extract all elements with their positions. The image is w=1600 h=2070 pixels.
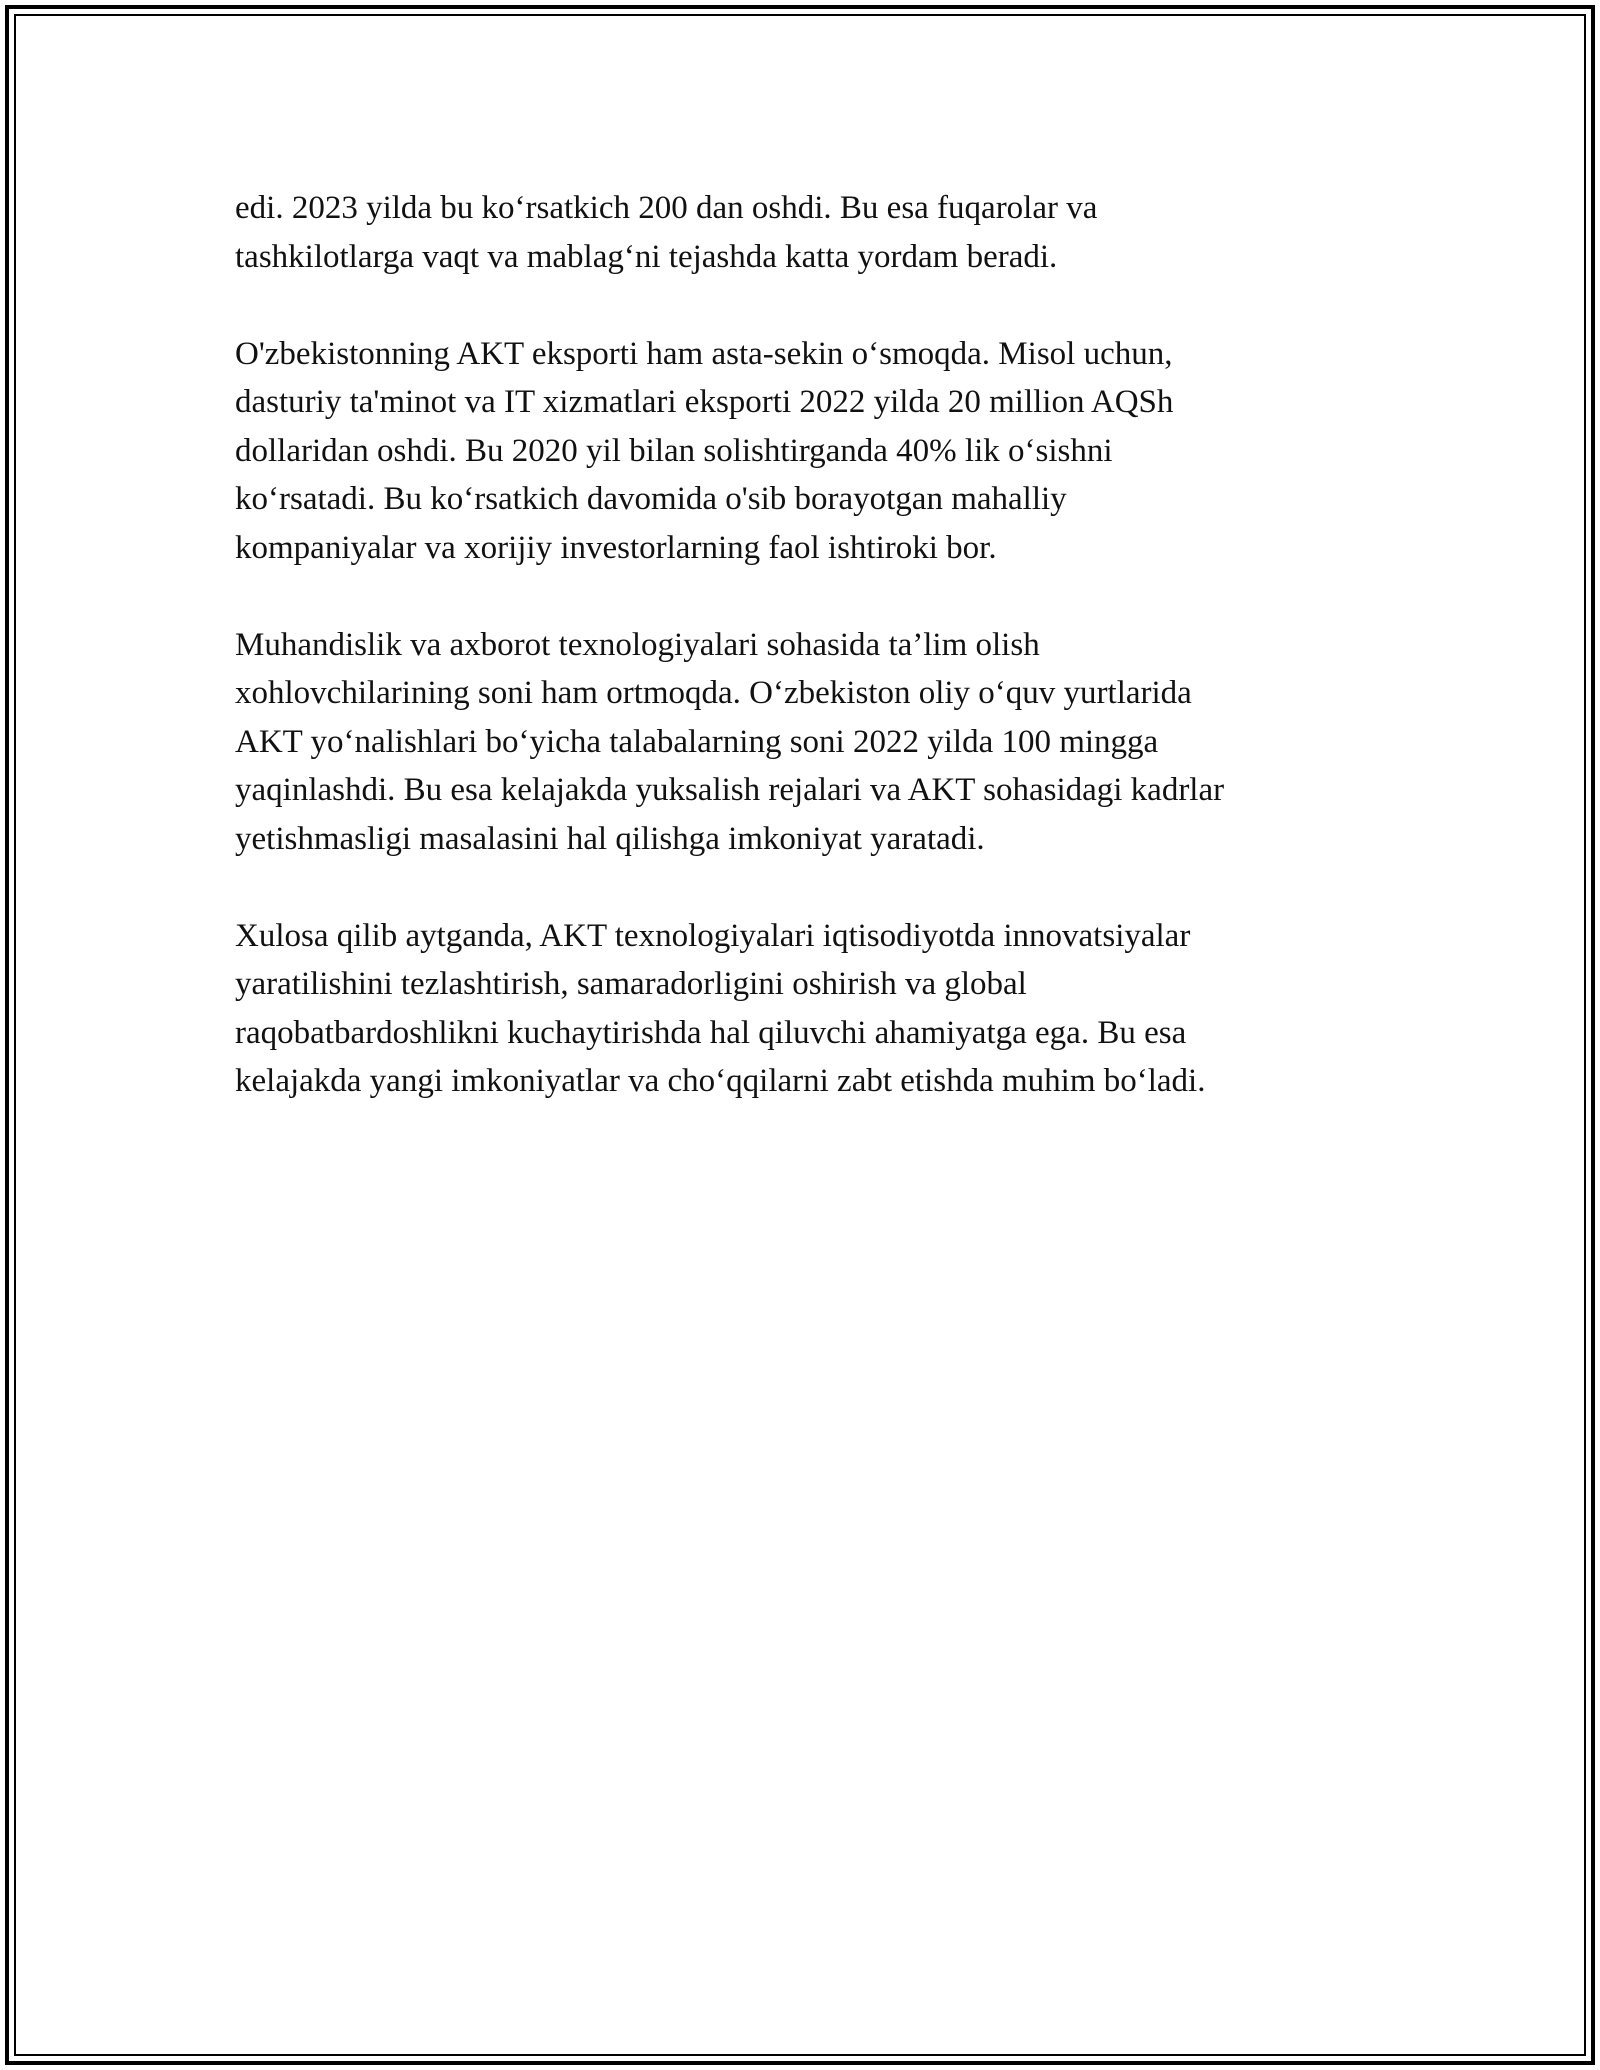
- paragraph-4: [235, 912, 1375, 1106]
- paragraph-1: [235, 184, 1375, 281]
- document-body: [235, 184, 1375, 1154]
- text-line: tashkilotlarga vaqt va mablag‘ni tejashda katta yordam beradi.: [235, 238, 1058, 275]
- text-line: kompaniyalar va xorijiy investorlarning faol ishtiroki bor.: [235, 529, 997, 566]
- text-line: raqobatbardoshlikni kuchaytirishda hal qiluvchi ahamiyatga ega. Bu esa: [235, 1014, 1187, 1051]
- paragraph-3: [235, 621, 1375, 864]
- text-line: xohlovchilarining soni ham ortmoqda. O‘zbekiston oliy o‘quv yurtlarida: [235, 675, 1192, 711]
- text-line: Muhandislik va axborot texnologiyalari sohasida ta’lim olish: [235, 626, 1040, 663]
- paragraph-2: [235, 330, 1375, 573]
- text-line: edi. 2023 yilda bu ko‘rsatkich 200 dan oshdi. Bu esa fuqarolar va: [235, 190, 1098, 226]
- text-line: dollaridan oshdi. Bu 2020 yil bilan solishtirganda 40% lik o‘sishni: [235, 432, 1113, 469]
- text-line: kelajakda yangi imkoniyatlar va cho‘qqilarni zabt etishda muhim bo‘ladi.: [235, 1063, 1206, 1099]
- text-line: Xulosa qilib aytganda, AKT texnologiyalari iqtisodiyotda innovatsiyalar: [235, 917, 1191, 954]
- text-line: yaqinlashdi. Bu esa kelajakda yuksalish rejalari va AKT sohasidagi kadrlar: [235, 772, 1225, 808]
- text-line: dasturiy ta'minot va IT xizmatlari eksporti 2022 yilda 20 million AQSh: [235, 384, 1174, 420]
- text-line: O'zbekistonning AKT eksporti ham asta-sekin o‘smoqda. Misol uchun,: [235, 335, 1173, 372]
- text-line: yaratilishini tezlashtirish, samaradorligini oshirish va global: [235, 966, 1027, 1002]
- text-line: yetishmasligi masalasini hal qilishga imkoniyat yaratadi.: [235, 820, 985, 857]
- text-line: ko‘rsatadi. Bu ko‘rsatkich davomida o'sib borayotgan mahalliy: [235, 481, 1067, 517]
- text-line: AKT yo‘nalishlari bo‘yicha talabalarning soni 2022 yilda 100 mingga: [235, 723, 1159, 760]
